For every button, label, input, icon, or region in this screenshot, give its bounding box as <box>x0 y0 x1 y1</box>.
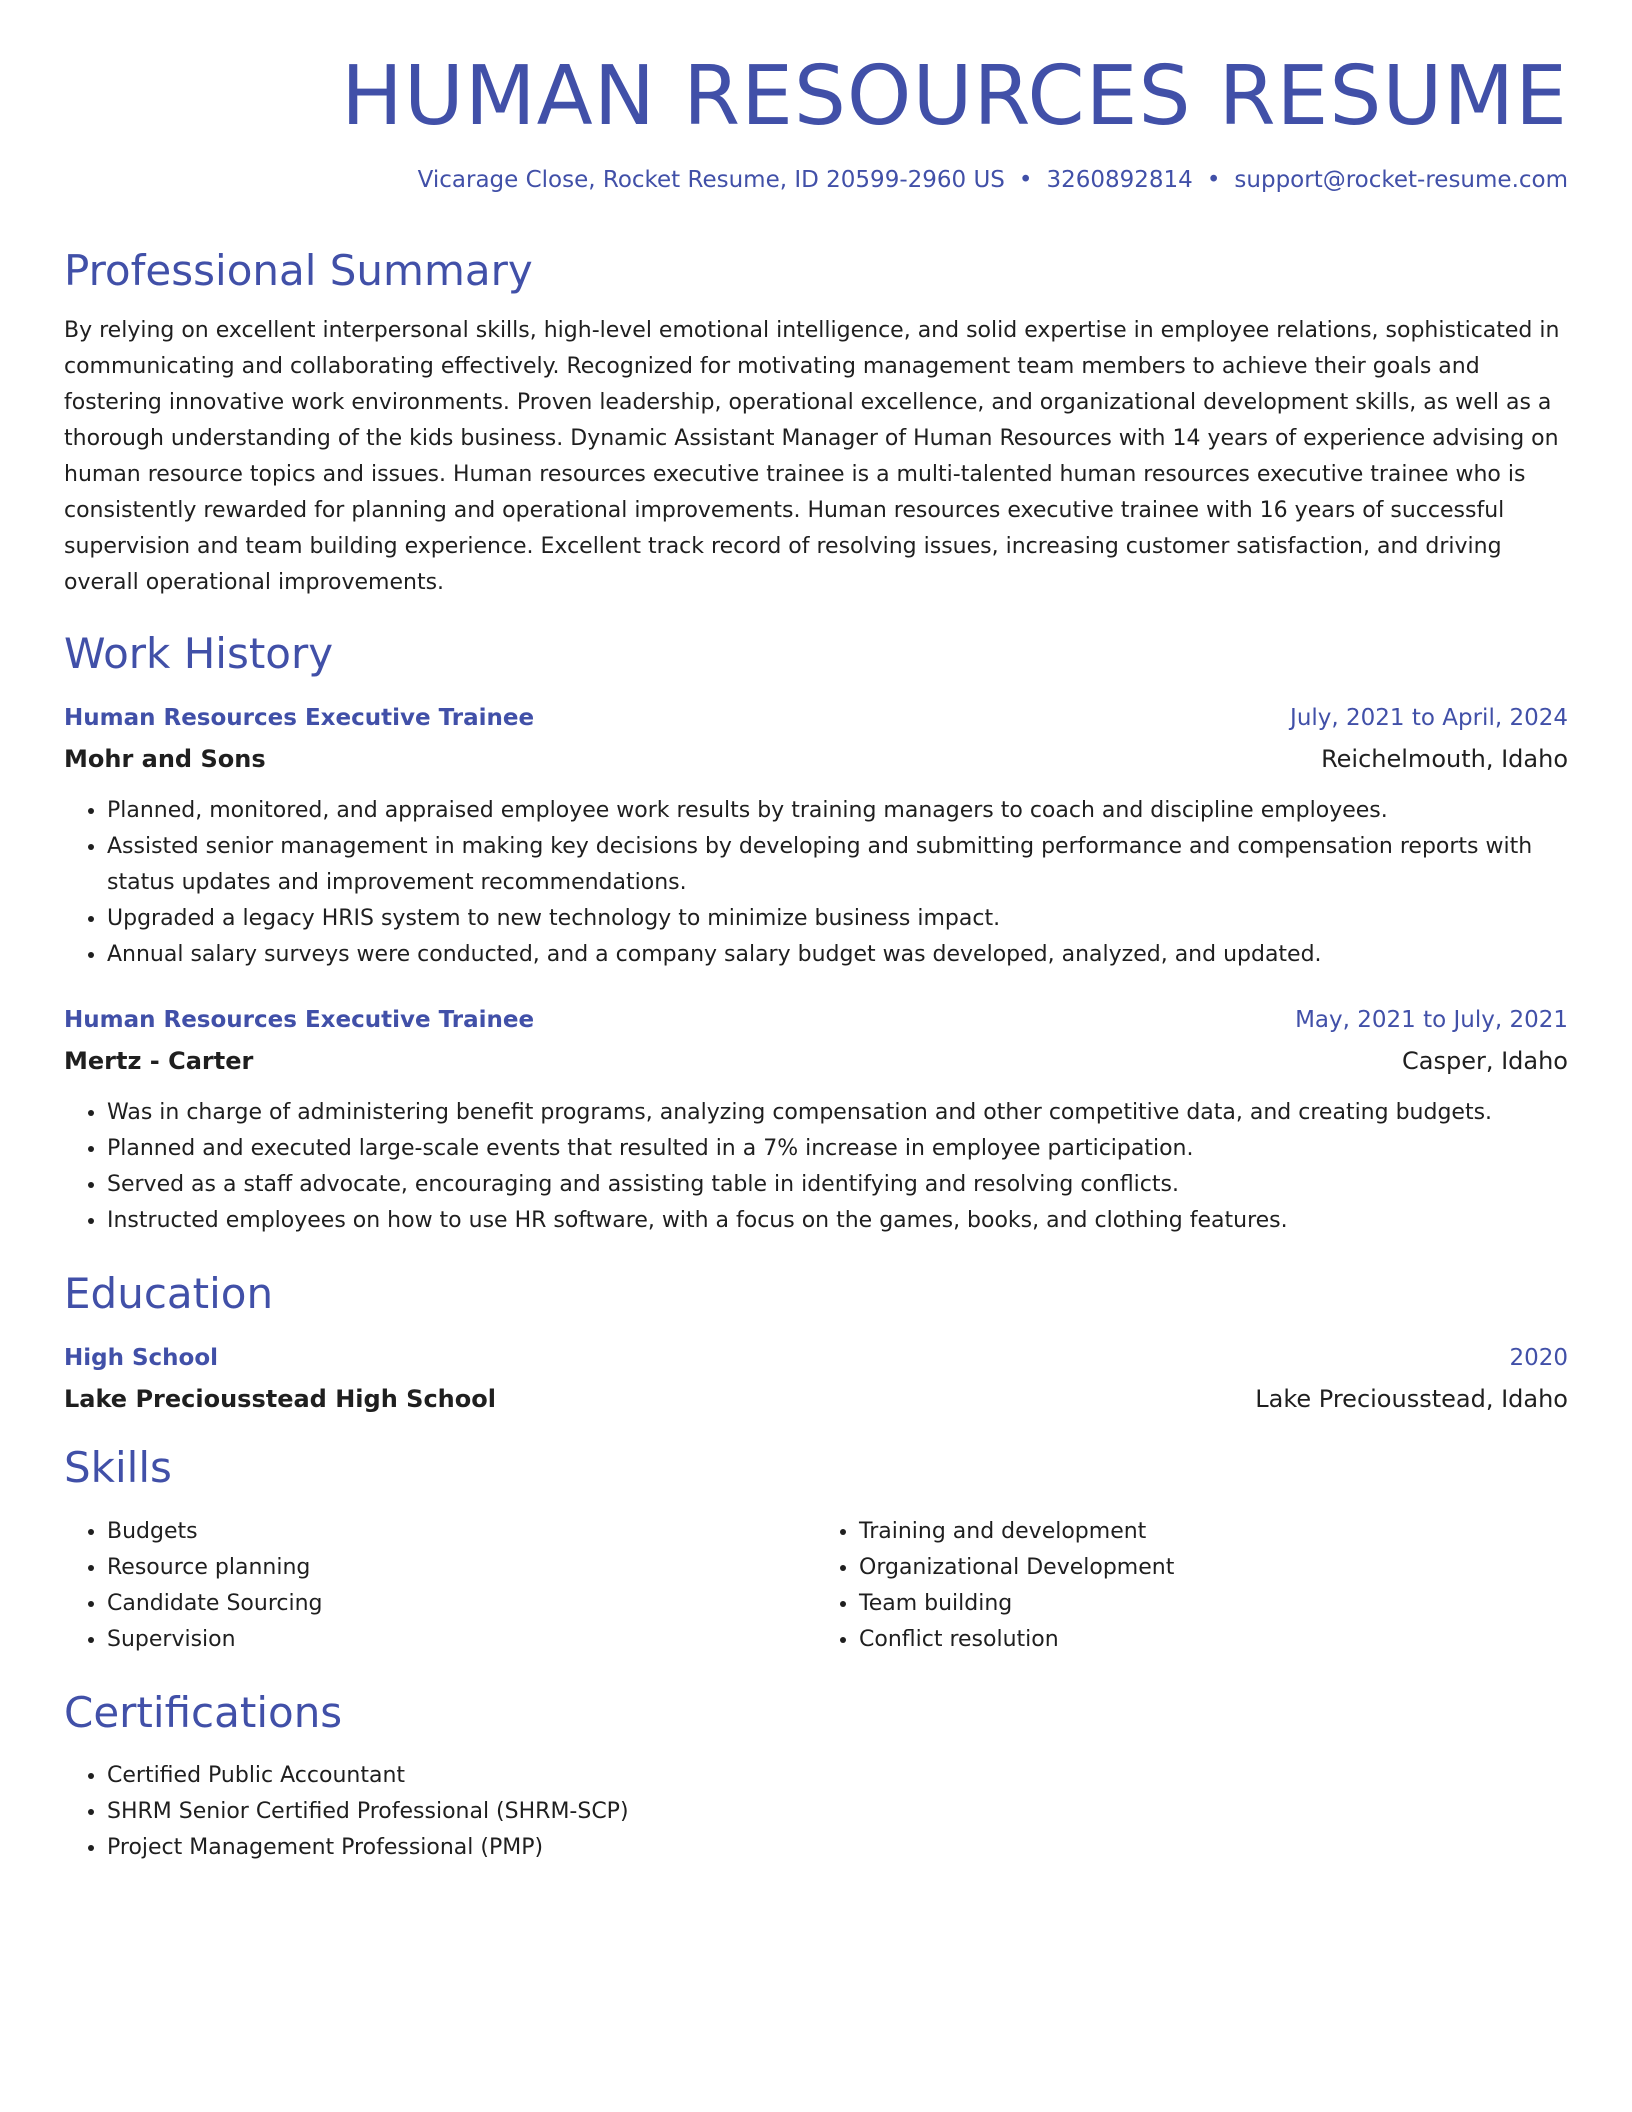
job-entry <box>64 705 1568 973</box>
contact-phone: 3260892814 <box>1046 167 1193 194</box>
contact-separator: • <box>1018 167 1033 194</box>
job-bullets <box>64 1095 1568 1239</box>
skills-left-column <box>64 1514 816 1658</box>
resume-title: HUMAN RESOURCES RESUME <box>341 49 1568 144</box>
skill-item: • Candidate Sourcing <box>107 1586 816 1622</box>
education-school: Lake Preciousstead High School <box>64 1385 496 1414</box>
skills-right-column <box>816 1514 1568 1658</box>
summary-heading: Professional Summary <box>64 246 533 296</box>
contact-separator: • <box>1206 167 1221 194</box>
job-bullet: • Instructed employees on how to use HR software, with a focus on the games, books, and clothing features. <box>107 1203 1568 1239</box>
skills-heading: Skills <box>64 1443 172 1493</box>
skill-item: • Conflict resolution <box>859 1622 1568 1658</box>
job-title: Human Resources Executive Trainee <box>64 704 535 731</box>
certification-item: • Project Management Professional (PMP) <box>107 1830 1568 1866</box>
education-entry <box>64 1345 1568 1413</box>
certifications-list <box>64 1758 1568 1866</box>
skill-item: • Training and development <box>859 1514 1568 1550</box>
education-degree: High School <box>64 1345 219 1372</box>
job-bullet: • Was in charge of administering benefit programs, analyzing compensation and other competitive data, and creating budgets. <box>107 1095 1568 1131</box>
job-bullets <box>64 793 1568 973</box>
summary-text: By relying on excellent interpersonal skills, high-level emotional intelligence, and solid expertise in employee relations, sophisticated in communicating and collaborating effectively. Recognized for motivating management team members to achieve their goals and fostering innovative work environments. Proven leadership, operational excellence, and organizational development skills, as well as a thorough understanding of the kids business. Dynamic Assistant Manager of Human Resources with 14 years of experience advising on human resource topics and issues. Human resources executive trainee is a multi-talented human resources executive trainee who is consistently rewarded for planning and operational improvements. Human resources executive trainee with 16 years of successful supervision and team building experience. Excellent track record of resolving issues, increasing customer satisfaction, and driving overall operational improvements. <box>64 317 1560 595</box>
certifications-heading: Certifications <box>64 1687 343 1737</box>
job-company: Mohr and Sons <box>64 744 266 773</box>
job-bullet: • Assisted senior management in making key decisions by developing and submitting performance and compensation reports with status updates and improvement recommendations. <box>107 829 1568 901</box>
job-bullet: • Planned and executed large-scale events that resulted in a 7% increase in employee participation. <box>107 1131 1568 1167</box>
skill-item: • Budgets <box>107 1514 816 1550</box>
job-dates: July, 2021 to April, 2024 <box>1290 704 1568 731</box>
contact-address: Vicarage Close, Rocket Resume, ID 20599-2960 US <box>417 167 1005 194</box>
job-bullet: • Planned, monitored, and appraised employee work results by training managers to coach and discipline employees. <box>107 793 1568 829</box>
job-bullet: • Annual salary surveys were conducted, and a company salary budget was developed, analyzed, and updated. <box>107 937 1568 973</box>
education-location: Lake Preciousstead, Idaho <box>1255 1385 1568 1414</box>
skill-item: • Supervision <box>107 1622 816 1658</box>
job-title: Human Resources Executive Trainee <box>64 1006 535 1033</box>
job-dates: May, 2021 to July, 2021 <box>1295 1006 1568 1033</box>
work-history-heading: Work History <box>64 628 334 678</box>
skill-item: • Resource planning <box>107 1550 816 1586</box>
skill-item: • Team building <box>859 1586 1568 1622</box>
education-heading: Education <box>64 1268 274 1318</box>
job-company: Mertz - Carter <box>64 1046 254 1075</box>
skills-grid <box>64 1514 1568 1658</box>
contact-email[interactable]: support@rocket-resume.com <box>1234 167 1568 194</box>
education-year: 2020 <box>1509 1345 1568 1372</box>
certification-item: • Certified Public Accountant <box>107 1758 1568 1794</box>
certification-item: • SHRM Senior Certified Professional (SHRM-SCP) <box>107 1794 1568 1830</box>
job-location: Casper, Idaho <box>1401 1046 1568 1075</box>
job-location: Reichelmouth, Idaho <box>1321 744 1568 773</box>
job-entry <box>64 1007 1568 1239</box>
job-bullet: • Upgraded a legacy HRIS system to new technology to minimize business impact. <box>107 901 1568 937</box>
job-bullet: • Served as a staff advocate, encouraging and assisting table in identifying and resolving conflicts. <box>107 1167 1568 1203</box>
skill-item: • Organizational Development <box>859 1550 1568 1586</box>
contact-line <box>64 166 1568 196</box>
